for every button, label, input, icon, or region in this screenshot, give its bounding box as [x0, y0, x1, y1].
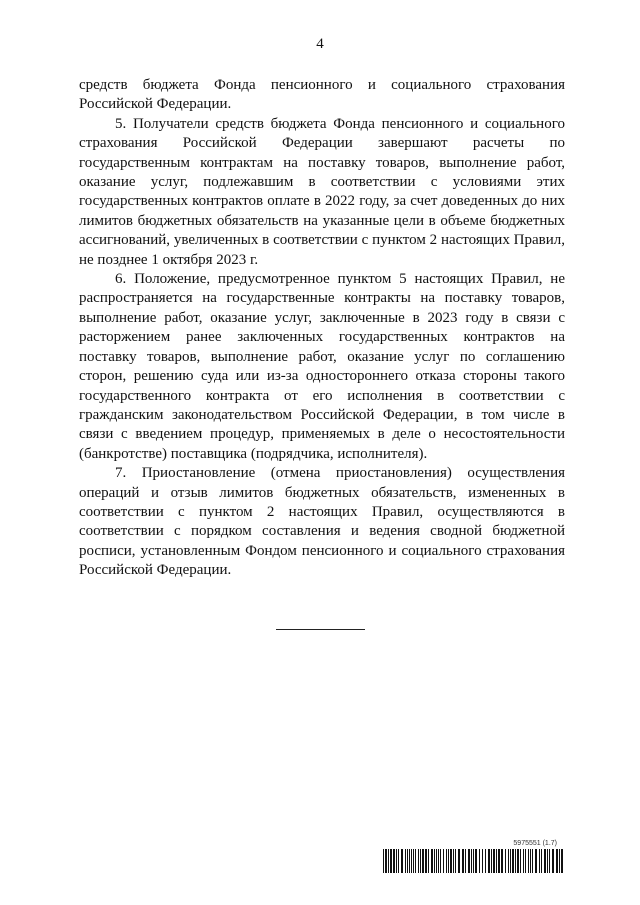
- barcode-bar: [485, 849, 486, 873]
- barcode-bar: [462, 849, 464, 873]
- barcode-bar: [549, 849, 550, 873]
- barcode-bar: [415, 849, 416, 873]
- barcode-bar: [450, 849, 452, 873]
- barcode-bar: [448, 849, 449, 873]
- barcode-bar: [443, 849, 444, 873]
- document-barcode: [383, 840, 565, 876]
- paragraph-continuation: средств бюджета Фонда пенсионного и социального страхования Российской Федерации.: [79, 77, 565, 113]
- barcode-bar: [488, 849, 490, 873]
- barcode-bar: [405, 849, 406, 873]
- barcode-bar: [539, 849, 540, 873]
- barcode-bar: [544, 849, 546, 873]
- barcode-bar: [559, 849, 560, 873]
- barcode-bar: [396, 849, 397, 873]
- barcode-bar: [388, 849, 389, 873]
- barcode-bar: [510, 849, 511, 873]
- barcode-bar: [501, 849, 503, 873]
- barcode-bar: [438, 849, 439, 873]
- barcode-bar: [431, 849, 433, 873]
- barcode-bar: [409, 849, 410, 873]
- barcode-bar: [471, 849, 472, 873]
- barcode-bar: [505, 849, 506, 873]
- barcode-bar: [383, 849, 384, 873]
- barcode-bar: [401, 849, 403, 873]
- barcode-bar: [561, 849, 563, 873]
- barcode-bar: [468, 849, 470, 873]
- barcode-bar: [393, 849, 395, 873]
- barcode-bar: [418, 849, 419, 873]
- barcode-bar: [390, 849, 392, 873]
- barcode-bar: [422, 849, 424, 873]
- barcode-bar: [512, 849, 514, 873]
- barcode-bar: [413, 849, 414, 873]
- barcode-bar: [525, 849, 526, 873]
- end-divider: [276, 629, 365, 630]
- barcode-bar: [520, 849, 521, 873]
- barcode-bar: [515, 849, 516, 873]
- barcode-bar: [428, 849, 429, 873]
- barcode-bar: [446, 849, 447, 873]
- barcode-bar: [458, 849, 460, 873]
- barcode-bar: [411, 849, 412, 873]
- barcode-icon: [383, 849, 565, 873]
- paragraph-clause-5: 5. Получатели средств бюджета Фонда пенсионного и социального страхования Российской Федерации завершают расчеты по государственным контрактам на поставку товаров, выполнение работ, оказание услуг, подлежавшим в соответствии с условиями этих государственных контрактов оплате в 2022 году, за счет доведенных до них лимитов бюджетных обязательств на указанные цели в объеме бюджетных ассигнований, увеличенных в соответствии с пунктом 2 настоящих Правил, не позднее 1 октября 2023 г.: [79, 115, 565, 268]
- barcode-bar: [523, 849, 524, 873]
- barcode-bar: [556, 849, 558, 873]
- barcode-bar: [420, 849, 421, 873]
- barcode-bar: [530, 849, 531, 873]
- barcode-bar: [440, 849, 441, 873]
- barcode-bar: [482, 849, 483, 873]
- barcode-bar: [455, 849, 456, 873]
- barcode-bar: [528, 849, 529, 873]
- barcode-bar: [532, 849, 533, 873]
- barcode-bar: [434, 849, 435, 873]
- page-number: 4: [316, 36, 324, 52]
- barcode-bar: [552, 849, 554, 873]
- barcode-bar: [541, 849, 542, 873]
- barcode-bar: [547, 849, 548, 873]
- barcode-bar: [473, 849, 474, 873]
- barcode-bar: [517, 849, 519, 873]
- barcode-bar: [475, 849, 477, 873]
- barcode-bar: [465, 849, 466, 873]
- barcode-bar: [491, 849, 492, 873]
- barcode-bar: [385, 849, 387, 873]
- barcode-bar: [498, 849, 500, 873]
- barcode-bar: [453, 849, 454, 873]
- paragraph-clause-6: 6. Положение, предусмотренное пунктом 5 настоящих Правил, не распространяется на государственные контракты на поставку товаров, выполнение работ, оказание услуг, заключенные в 2023 году в связи с расторжением ранее заключенных государственных контрактов на поставку товаров, выполнение работ, оказание услуг по соглашению сторон, решению суда или из-за одностороннего отказа стороны такого государственного контракта от его исполнения в соответствии с гражданским законодательством Российской Федерации, в том числе в связи с введением процедур, применяемых в деле о несостоятельности (банкротстве) поставщика (подрядчика, исполнителя).: [79, 271, 565, 462]
- document-body: [79, 76, 565, 581]
- barcode-bar: [493, 849, 495, 873]
- barcode-bar: [407, 849, 408, 873]
- barcode-bar: [496, 849, 497, 873]
- barcode-code: 5975551 (1.7): [513, 840, 557, 847]
- barcode-bar: [398, 849, 399, 873]
- barcode-bar: [436, 849, 437, 873]
- paragraph-clause-7: 7. Приостановление (отмена приостановления) осуществления операций и отзыв лимитов бюджетных обязательств, измененных в соответствии с пунктом 2 настоящих Правил, осуществляются в соответствии с порядком составления и ведения сводной бюджетной росписи, установленным Фондом пенсионного и социального страхования Российской Федерации.: [79, 465, 565, 579]
- barcode-bar: [479, 849, 480, 873]
- barcode-bar: [508, 849, 509, 873]
- barcode-bar: [535, 849, 537, 873]
- barcode-bar: [425, 849, 427, 873]
